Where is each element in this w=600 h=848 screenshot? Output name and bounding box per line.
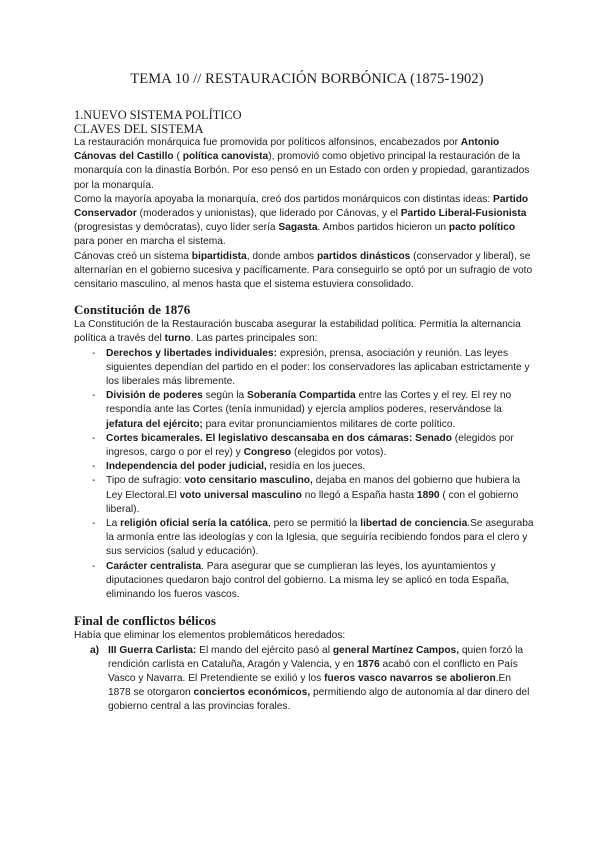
section-heading-constitucion: Constitución de 1876 bbox=[74, 302, 191, 318]
subheading-claves-del-sistema: CLAVES DEL SISTEMA bbox=[74, 122, 204, 136]
list-marker: a) bbox=[90, 644, 100, 656]
list-item: - Tipo de sufragio: voto censitario masculino, dejaba en manos del gobierno que hubiera la Ley Electoral.El voto universal masculino no llegó a España hasta 1890 ( con el gobierno liberal). bbox=[74, 474, 534, 517]
list-item: - Cortes bicamerales. El legislativo descansaba en dos cámaras: Senado (elegidos por ingresos, cargo o por el rey) y Congreso (elegidos por votos). bbox=[74, 432, 534, 460]
section-heading-nuevo-sistema: 1.NUEVO SISTEMA POLÍTICO bbox=[74, 108, 242, 122]
paragraph-bipartidismo: Cánovas creó un sistema bipartidista, donde ambos partidos dinásticos (conservador y liberal), se alternarían en el gobierno sucesiva y pacíficamente. Para conseguirlo se optó por un sufragio de voto censitario masculino, al menos hasta que el sistema estuviera consolidado. bbox=[74, 250, 533, 291]
list-item: - Carácter centralista. Para asegurar que se cumplieran las leyes, los ayuntamientos y diputaciones quedaron bajo control del gobierno. La misma ley se aplicó en toda España, eliminando los fueros vascos. bbox=[74, 560, 534, 603]
list-item: - Independencia del poder judicial, residía en los jueces. bbox=[74, 460, 534, 474]
list-item: - Derechos y libertades individuales: expresión, prensa, asociación y reunión. Las leyes siguientes dependían del partido en el poder: los conservadores las aplicaban estrictamente y los liberales más libremente. bbox=[74, 347, 534, 390]
document-title: TEMA 10 // RESTAURACIÓN BORBÓNICA (1875-1902) bbox=[130, 71, 484, 87]
constitution-features-list bbox=[74, 347, 534, 603]
paragraph-constitucion-intro: La Constitución de la Restauración buscaba asegurar la estabilidad política. Permitía la alternancia política a través del turno. Las partes principales son: bbox=[74, 319, 521, 345]
conflicts-list bbox=[74, 644, 534, 715]
list-item: - La religión oficial sería la católica, pero se permitió la libertad de conciencia.Se aseguraba la armonía entre las ideologías y con la Iglesia, que seguiría recibiendo fondos para el clero y sus servicios (salud y educación). bbox=[74, 517, 534, 560]
list-item: - División de poderes según la Soberanía Compartida entre las Cortes y el rey. El rey no respondía ante las Cortes (tenía inmunidad) y ejercía amplios poderes, reservándose la jefatura del ejército; para evitar pronunciamientos militares de corte político. bbox=[74, 389, 534, 432]
paragraph-restauracion: La restauración monárquica fue promovida por políticos alfonsinos, encabezados por Antonio Cánovas del Castillo ( política canovista), promovió como objetivo principal la restauración de la monarquía con la dinastía Borbón. Por eso pensó en un Estado con orden y propiedad, garantizados por la monarquía. bbox=[74, 137, 530, 191]
paragraph-conflictos-intro: Había que eliminar los elementos problemáticos heredados: bbox=[74, 630, 346, 642]
paragraph-partidos: Como la mayoría apoyaba la monarquía, creó dos partidos monárquicos con distintas ideas: Partido Conservador (moderados y unionistas), que liderado por Cánovas, y el Partido Liberal-Fusionista (progresistas y demócratas), cuyo líder sería Sagasta. Ambos partidos hicieron un pacto político para poner en marcha el sistema. bbox=[74, 193, 529, 248]
section-heading-conflictos: Final de conflictos bélicos bbox=[74, 613, 216, 629]
list-item: a) III Guerra Carlista: El mando del ejército pasó al general Martínez Campos, quien forzó la rendición carlista en Cataluña, Aragón y Valencia, y en 1876 acabó con el conflicto en País Vasco y Navarra. El Pretendiente se exilió y los fueros vasco navarros se abolieron.En 1878 se otorgaron conciertos económicos, permitiendo algo de autonomía al dar dinero del gobierno central a las provincias forales. bbox=[90, 644, 530, 713]
